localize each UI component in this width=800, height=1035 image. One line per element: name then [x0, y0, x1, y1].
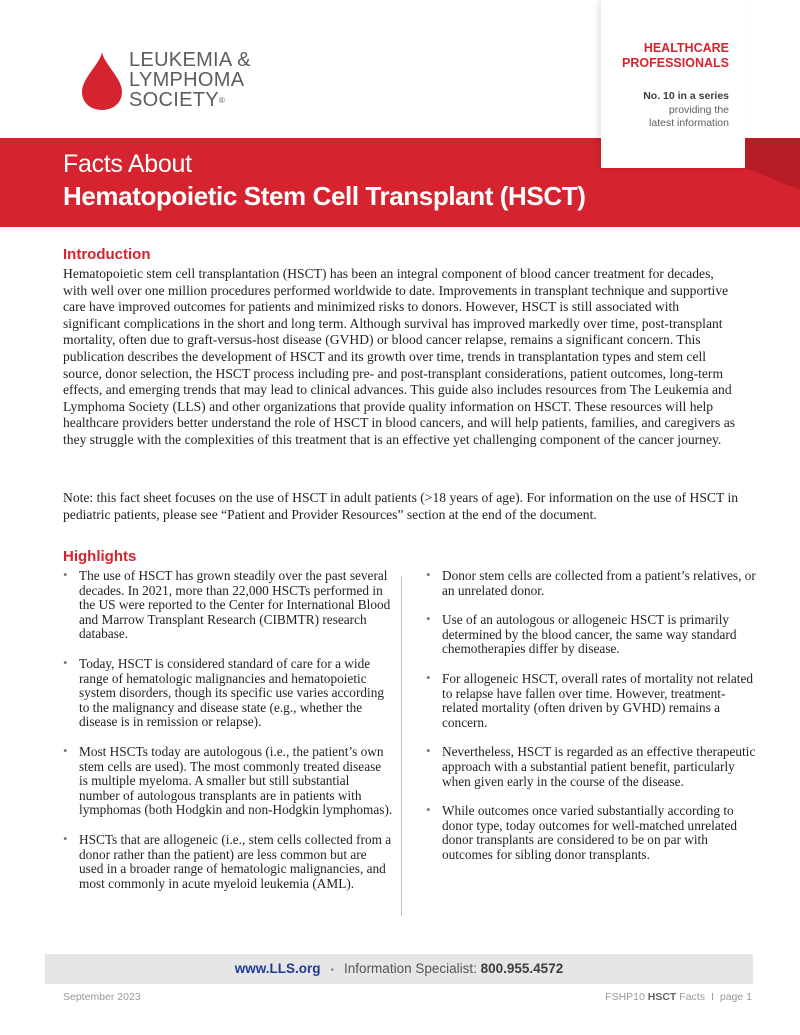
registered-mark: ® [218, 96, 226, 105]
highlights-heading: Highlights [63, 548, 137, 565]
info-specialist-label: Information Specialist: [344, 961, 477, 976]
introduction-paragraph: Hematopoietic stem cell transplantation (HSCT) has been an integral component of blood cancer treatment for decades, with well over one million procedures performed worldwide to date. Improvements in transplant technique and supportive care have improved outcomes for patients and minimized risks to donors. However, HSCT is still associated with significant complications in the short and long term. Although survival has improved markedly over time, post-transplant mortality, often due to graft-versus-host disease (GVHD) or blood cancer relapse, remains a significant concern. This publication describes the development of HSCT and its growth over time, trends in transplantation types and stem cell source, donor selection, the HSCT process including pre- and post-transplant considerations, patient outcomes, long-term effects, and emerging trends that may lead to clinical advances. This guide also includes resources from The Leukemia and Lymphoma Society (LLS) and other organizations that provide quality information on HSCT. These resources will help healthcare providers better understand the role of HSCT in blood cancers, and will help patients, families, and caregivers as they struggle with the complexities of this treatment that is an effective yet challenging component of the cancer journey. [63, 266, 736, 447]
list-item: • Donor stem cells are collected from a patient’s relatives, or an unrelated donor. [426, 569, 756, 598]
website-link[interactable]: www.LLS.org [234, 961, 321, 976]
contact-bar [45, 954, 753, 984]
separator-dot: • [330, 965, 335, 976]
logo-line-2: LYMPHOMA [129, 69, 245, 91]
series-number: No. 10 in a series [643, 90, 729, 102]
series-line-2: providing the [668, 103, 729, 116]
audience-title-line-2: PROFESSIONALS [622, 56, 729, 70]
audience-tab [601, 0, 745, 168]
phone-number[interactable]: 800.955.4572 [480, 961, 564, 976]
note-paragraph: Note: this fact sheet focuses on the use of HSCT in adult patients (>18 years of age). For information on the use of HSCT in pediatric patients, please see “Patient and Provider Resources” section at the end of the document. [63, 490, 739, 522]
blood-drop-icon [78, 50, 126, 112]
series-line-3: latest information [649, 117, 729, 129]
page-number: page 1 [719, 991, 752, 1003]
list-item: • Today, HSCT is considered standard of care for a wide range of hematologic malignancies and hematopoietic system disorders, though its specific use varies according to the malignancy and disease state (e.g., whether the disease is in remission or relapse). [63, 657, 393, 730]
highlights-left-list [63, 569, 393, 891]
list-item: • HSCTs that are allogeneic (i.e., stem cells collected from a donor rather than the patient) are less common but are used in a broader range of hematologic malignancies, and most commonly in acute myeloid leukemia (AML). [63, 833, 393, 891]
document-code: FSHP10 [605, 991, 645, 1003]
publication-date: September 2023 [63, 991, 141, 1003]
page-title: Hematopoietic Stem Cell Transplant (HSCT) [63, 181, 586, 211]
audience-title [622, 41, 729, 71]
footer-separator: I [710, 991, 714, 1003]
list-item: • The use of HSCT has grown steadily over the past several decades. In 2021, more than 22,000 HSCTs performed in the US were reported to the Center for International Blood and Marrow Transplant Research (CIBMTR) research database. [63, 569, 393, 642]
logo-wordmark [129, 50, 251, 110]
column-divider [401, 576, 402, 916]
banner-subtitle: Facts About [63, 150, 192, 178]
list-item: • Nevertheless, HSCT is regarded as an effective therapeutic approach with a substantial patient benefit, particularly when given early in the course of the disease. [426, 745, 756, 789]
document-name-rest: Facts [679, 991, 705, 1003]
lls-logo [78, 46, 278, 116]
logo-line-3: SOCIETY [129, 89, 219, 111]
introduction-heading: Introduction [63, 246, 151, 263]
logo-line-1: LEUKEMIA & [129, 49, 251, 71]
series-info [643, 90, 729, 131]
list-item: • Most HSCTs today are autologous (i.e., the patient’s own stem cells are used). The most commonly treated disease is multiple myeloma. A smaller but still substantial number of autologous transplants are in patients with lymphomas (both Hodgkin and non-Hodgkin lymphomas). [63, 745, 393, 818]
audience-title-line-1: HEALTHCARE [643, 41, 729, 55]
highlights-right-list [426, 569, 756, 863]
list-item: • Use of an autologous or allogeneic HSCT is primarily determined by the blood cancer, the same way standard chemotherapies differ by disease. [426, 613, 756, 657]
list-item: • For allogeneic HSCT, overall rates of mortality not related to relapse have fallen over time. However, treatment-related mortality (often driven by GVHD) remains a concern. [426, 672, 756, 730]
list-item: • While outcomes once varied substantially according to donor type, today outcomes for well-matched unrelated donor transplants are considered to be on par with outcomes for sibling donor transplants. [426, 804, 756, 862]
document-footer-info [605, 991, 752, 1003]
tab-fold-shadow [745, 0, 800, 190]
document-name-bold: HSCT [647, 991, 677, 1003]
